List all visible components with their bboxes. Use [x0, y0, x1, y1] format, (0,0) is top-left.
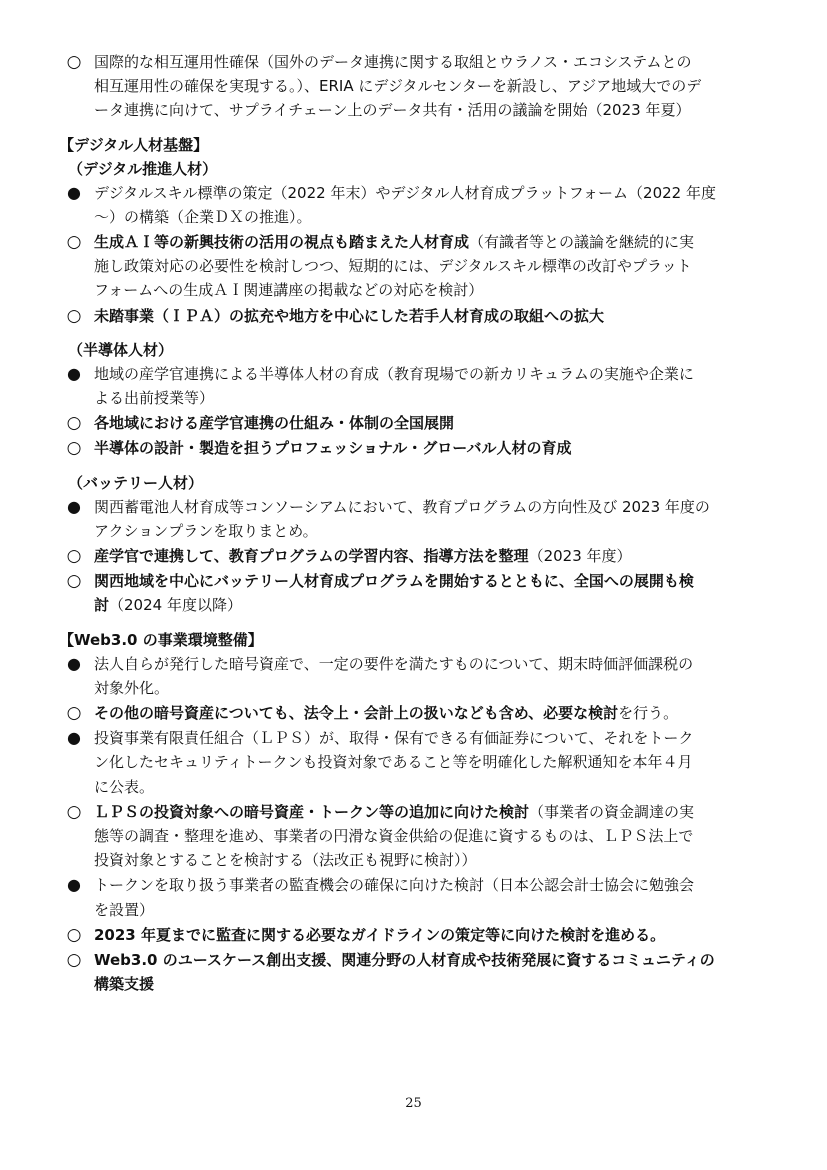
filled-circle-bullet: ●	[67, 875, 81, 895]
text-line: 法人自らが発行した暗号資産で、一定の要件を満たすものについて、期末時価評価課税の	[94, 654, 694, 673]
emphasized-text: Web3.0 のユースケース創出支援、関連分野の人材育成や技術発展に資するコミュニティの	[94, 951, 715, 970]
emphasized-text: 構築支援	[94, 975, 155, 994]
filled-circle-bullet: ●	[67, 653, 81, 673]
list-item	[0, 304, 827, 328]
text-line: （2023 年度）	[528, 547, 632, 566]
text-line: ン化したセキュリティトークンも投資対象であること等を明確化した解釈通知を本年４月	[94, 753, 693, 772]
list-item	[0, 948, 827, 996]
list-item	[0, 569, 827, 617]
text-line: 対象外化。	[94, 678, 170, 697]
list-item	[0, 652, 827, 700]
subsection-heading: （デジタル推進人材）	[68, 159, 218, 178]
open-circle-bullet: ○	[66, 546, 82, 567]
list-item	[0, 362, 827, 410]
list-item-text	[94, 495, 775, 543]
open-circle-bullet: ○	[66, 703, 82, 724]
list-item-text	[94, 873, 775, 921]
emphasized-text: 関西地域を中心にバッテリー人材育成プログラムを開始するとともに、全国への展開も検	[94, 572, 694, 591]
filled-circle-bullet: ●	[67, 496, 81, 516]
text-line: フォームへの生成ＡＩ関連講座の掲載などの対応を検討）	[94, 281, 484, 300]
text-line: 関西蓄電池人材育成等コンソーシアムにおいて、教育プログラムの方向性及び 2023 年度の	[94, 497, 710, 516]
text-line: 相互運用性の確保を実現する。）、ERIA にデジタルセンターを新設し、アジア地域大でのデ	[94, 77, 702, 96]
list-item	[0, 230, 827, 303]
open-circle-bullet: ○	[66, 305, 82, 326]
text-line: よる出前授業等）	[94, 389, 215, 408]
list-item-text	[94, 726, 775, 799]
emphasized-text: 産学官で連携して、教育プログラムの学習内容、指導方法を整理	[94, 547, 529, 566]
list-item	[0, 800, 827, 873]
text-line: 国際的な相互運用性確保（国外のデータ連携に関する取組とウラノス・エコシステムとの	[94, 53, 692, 71]
list-item	[0, 181, 827, 229]
filled-circle-bullet: ●	[67, 728, 81, 748]
emphasized-text: その他の暗号資産についても、法令上・会計上の扱いなども含め、必要な検討	[94, 704, 619, 723]
list-item-text	[94, 181, 775, 229]
emphasized-text: 討	[94, 596, 110, 615]
subsection-heading: （半導体人材）	[68, 340, 174, 359]
list-item	[0, 701, 827, 725]
list-item	[0, 436, 827, 460]
list-item	[0, 873, 827, 921]
text-line: ータ連携に向けて、サプライチェーン上のデータ共有・活用の議論を開始（2023 年夏）	[94, 101, 691, 120]
list-item-text	[94, 923, 775, 947]
open-circle-bullet: ○	[66, 438, 82, 459]
list-item	[0, 544, 827, 568]
list-item-text	[94, 544, 775, 568]
text-line: 投資対象とすることを検討する（法改正も視野に検討））	[94, 851, 477, 870]
emphasized-text: 未踏事業（ＩＰＡ）の拡充や地方を中心にした若手人材育成の取組への拡大	[94, 306, 605, 325]
open-circle-bullet: ○	[66, 232, 82, 253]
emphasized-text: 半導体の設計・製造を担うプロフェッショナル・グローバル人材の育成	[94, 439, 572, 458]
list-item-text	[94, 304, 775, 328]
emphasized-text: 2023 年夏までに監査に関する必要なガイドラインの策定等に向けた検討を進める。	[94, 925, 666, 944]
list-item-text	[94, 800, 775, 873]
text-line: アクションプランを取りまとめ。	[94, 521, 318, 540]
open-circle-bullet: ○	[66, 571, 82, 592]
list-item	[0, 923, 827, 947]
list-item-text	[94, 701, 775, 725]
text-line: 施し政策対応の必要性を検討しつつ、短期的には、デジタルスキル標準の改訂やプラット	[94, 257, 692, 276]
emphasized-text: ＬＰＳの投資対象への暗号資産・トークン等の追加に向けた検討	[94, 802, 530, 821]
filled-circle-bullet: ●	[67, 363, 81, 383]
open-circle-bullet: ○	[66, 52, 82, 72]
text-line: を設置）	[94, 900, 155, 919]
document-body	[0, 50, 827, 998]
section-heading: 【Web3.0 の事業環境整備】	[59, 630, 263, 649]
text-line: トークンを取り扱う事業者の監査機会の確保に向けた検討（日本公認会計士協会に勉強会	[94, 876, 695, 895]
list-item-text	[94, 50, 775, 123]
text-line: 態等の調査・整理を進め、事業者の円滑な資金供給の促進に資するものは、ＬＰＳ法上で	[94, 827, 694, 846]
open-circle-bullet: ○	[66, 924, 82, 945]
text-line: （有識者等との議論を継続的に実	[469, 233, 695, 252]
list-item-text	[94, 948, 775, 996]
filled-circle-bullet: ●	[67, 182, 81, 202]
subsection-heading: （バッテリー人材）	[68, 473, 204, 492]
page-number: 25	[405, 1096, 422, 1111]
text-line: 地域の産学官連携による半導体人材の育成（教育現場での新カリキュラムの実施や企業に	[94, 364, 694, 383]
open-circle-bullet: ○	[66, 413, 82, 434]
list-item	[0, 495, 827, 543]
list-item-text	[94, 362, 775, 410]
list-item-text	[94, 569, 775, 617]
text-line: に公表。	[94, 777, 155, 796]
list-item-text	[94, 436, 775, 460]
text-line: （2024 年度以降）	[109, 596, 242, 615]
text-line: 投資事業有限責任組合（ＬＰＳ）が、取得・保有できる有価証券について、それをトーク	[94, 729, 694, 748]
emphasized-text: 生成ＡＩ等の新興技術の活用の視点も踏まえた人材育成	[94, 233, 470, 252]
text-line: を行う。	[618, 704, 679, 723]
section-heading: 【デジタル人材基盤】	[59, 135, 209, 154]
list-item-text	[94, 230, 775, 303]
list-item	[0, 726, 827, 799]
list-item	[0, 50, 827, 123]
open-circle-bullet: ○	[66, 950, 82, 971]
list-item-text	[94, 411, 775, 435]
emphasized-text: 各地域における産学官連携の仕組み・体制の全国展開	[94, 414, 455, 433]
text-line: ～）の構築（企業ＤＸの推進）。	[94, 207, 312, 226]
open-circle-bullet: ○	[66, 801, 82, 822]
list-item-text	[94, 652, 775, 700]
list-item	[0, 411, 827, 435]
text-line: デジタルスキル標準の策定（2022 年末）やデジタル人材育成プラットフォーム（2022 年度	[94, 183, 716, 202]
text-line: （事業者の資金調達の実	[529, 802, 695, 821]
